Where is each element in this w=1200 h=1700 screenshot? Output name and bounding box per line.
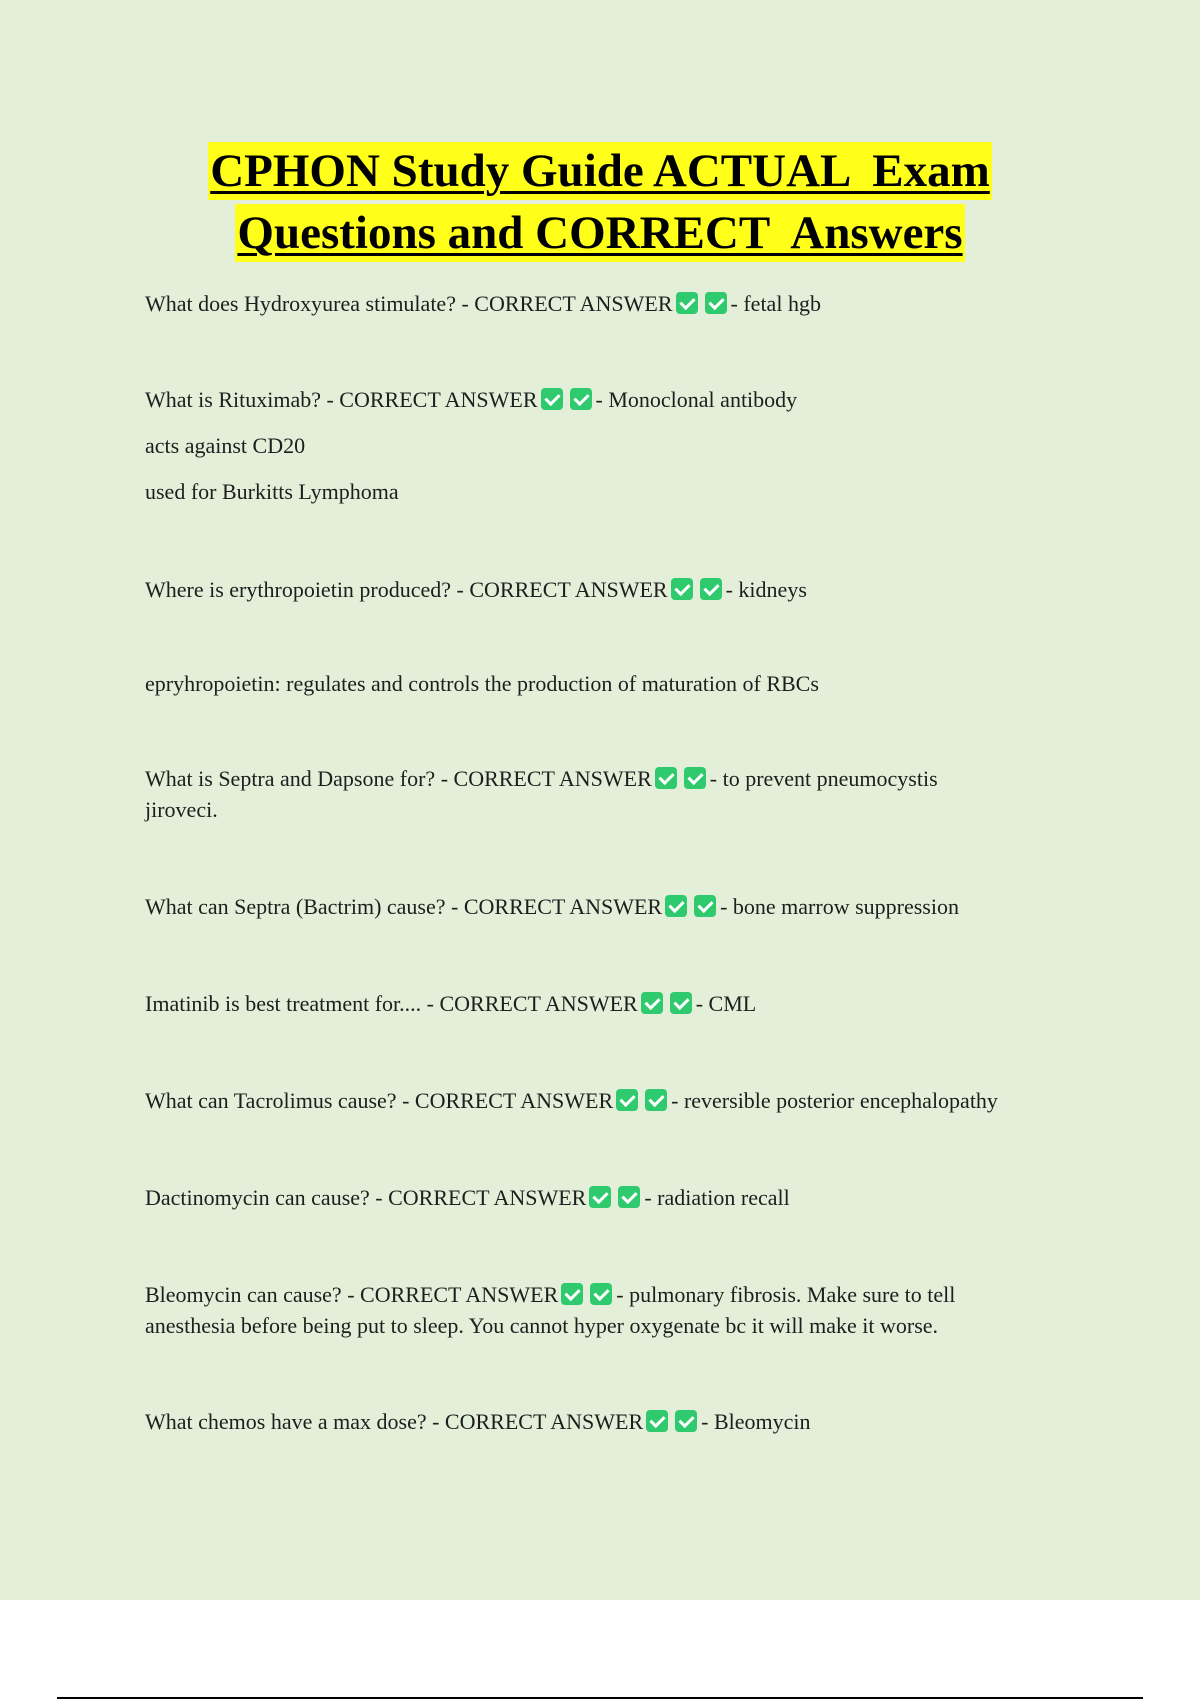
answer-text: - kidneys xyxy=(725,577,807,602)
answer-continuation: anesthesia before being put to sleep. You cannot hyper oxygenate bc it will make it worse. xyxy=(145,1313,939,1338)
check-mark-icon xyxy=(641,992,663,1014)
qa-item xyxy=(145,1406,811,1437)
question-text: Bleomycin can cause? xyxy=(145,1282,342,1307)
check-mark-icon xyxy=(616,1089,638,1111)
question-text: What chemos have a max dose? xyxy=(145,1409,427,1434)
check-mark-icon xyxy=(589,1186,611,1208)
check-mark-icon xyxy=(684,767,706,789)
question-text: What can Tacrolimus cause? xyxy=(145,1088,397,1113)
answer-continuation: jiroveci. xyxy=(145,797,218,822)
answer-marker: - CORRECT ANSWER xyxy=(461,291,673,316)
question-text: What is Septra and Dapsone for? xyxy=(145,766,436,791)
qa-item xyxy=(145,288,821,319)
qa-item xyxy=(145,1182,790,1213)
answer-text: - reversible posterior encephalopathy xyxy=(671,1088,998,1113)
answer-marker: - CORRECT ANSWER xyxy=(402,1088,614,1113)
qa-item xyxy=(145,1279,955,1341)
question-text: Dactinomycin can cause? xyxy=(145,1185,370,1210)
title-line-1: CPHON Study Guide ACTUAL Exam xyxy=(208,142,992,200)
check-mark-icon xyxy=(655,767,677,789)
answer-text: - Bleomycin xyxy=(701,1409,811,1434)
answer-text: - CML xyxy=(695,991,757,1016)
check-mark-icon xyxy=(561,1283,583,1305)
qa-item xyxy=(145,574,807,605)
check-mark-icon xyxy=(570,388,592,410)
question-text: Where is erythropoietin produced? xyxy=(145,577,452,602)
answer-text: - fetal hgb xyxy=(730,291,821,316)
check-mark-icon xyxy=(645,1089,667,1111)
answer-detail: acts against CD20 xyxy=(145,433,306,458)
answer-marker: - CORRECT ANSWER xyxy=(432,1409,644,1434)
check-mark-icon xyxy=(694,895,716,917)
answer-text: - bone marrow suppression xyxy=(720,894,959,919)
qa-item xyxy=(145,1085,998,1116)
check-mark-icon xyxy=(705,292,727,314)
qa-item xyxy=(145,384,797,507)
check-mark-icon xyxy=(676,292,698,314)
answer-detail: used for Burkitts Lymphoma xyxy=(145,479,399,504)
question-text: What can Septra (Bactrim) cause? xyxy=(145,894,446,919)
check-mark-icon xyxy=(671,578,693,600)
check-mark-icon xyxy=(541,388,563,410)
answer-text: - to prevent pneumocystis xyxy=(709,766,938,791)
check-mark-icon xyxy=(665,895,687,917)
document-title xyxy=(0,142,1200,262)
answer-marker: - CORRECT ANSWER xyxy=(375,1185,587,1210)
answer-marker: - CORRECT ANSWER xyxy=(456,577,668,602)
question-text: What does Hydroxyurea stimulate? xyxy=(145,291,456,316)
answer-marker: - CORRECT ANSWER xyxy=(440,766,652,791)
question-text: What is Rituximab? xyxy=(145,387,321,412)
check-mark-icon xyxy=(675,1410,697,1432)
answer-marker: - CORRECT ANSWER xyxy=(451,894,663,919)
qa-item xyxy=(145,763,938,825)
answer-text: - pulmonary fibrosis. Make sure to tell xyxy=(616,1282,956,1307)
check-mark-icon xyxy=(646,1410,668,1432)
check-mark-icon xyxy=(670,992,692,1014)
qa-item xyxy=(145,891,959,922)
qa-item xyxy=(145,988,756,1019)
check-mark-icon xyxy=(700,578,722,600)
check-mark-icon xyxy=(618,1186,640,1208)
answer-text: - Monoclonal antibody xyxy=(595,387,798,412)
answer-marker: - CORRECT ANSWER xyxy=(426,991,638,1016)
answer-marker: - CORRECT ANSWER xyxy=(326,387,538,412)
title-line-2: Questions and CORRECT Answers xyxy=(235,204,964,262)
footer-rule xyxy=(57,1697,1143,1699)
note-text: epryhropoietin: regulates and controls the production of maturation of RBCs xyxy=(145,671,819,696)
check-mark-icon xyxy=(590,1283,612,1305)
answer-text: - radiation recall xyxy=(644,1185,790,1210)
answer-marker: - CORRECT ANSWER xyxy=(347,1282,559,1307)
question-text: Imatinib is best treatment for.... xyxy=(145,991,422,1016)
